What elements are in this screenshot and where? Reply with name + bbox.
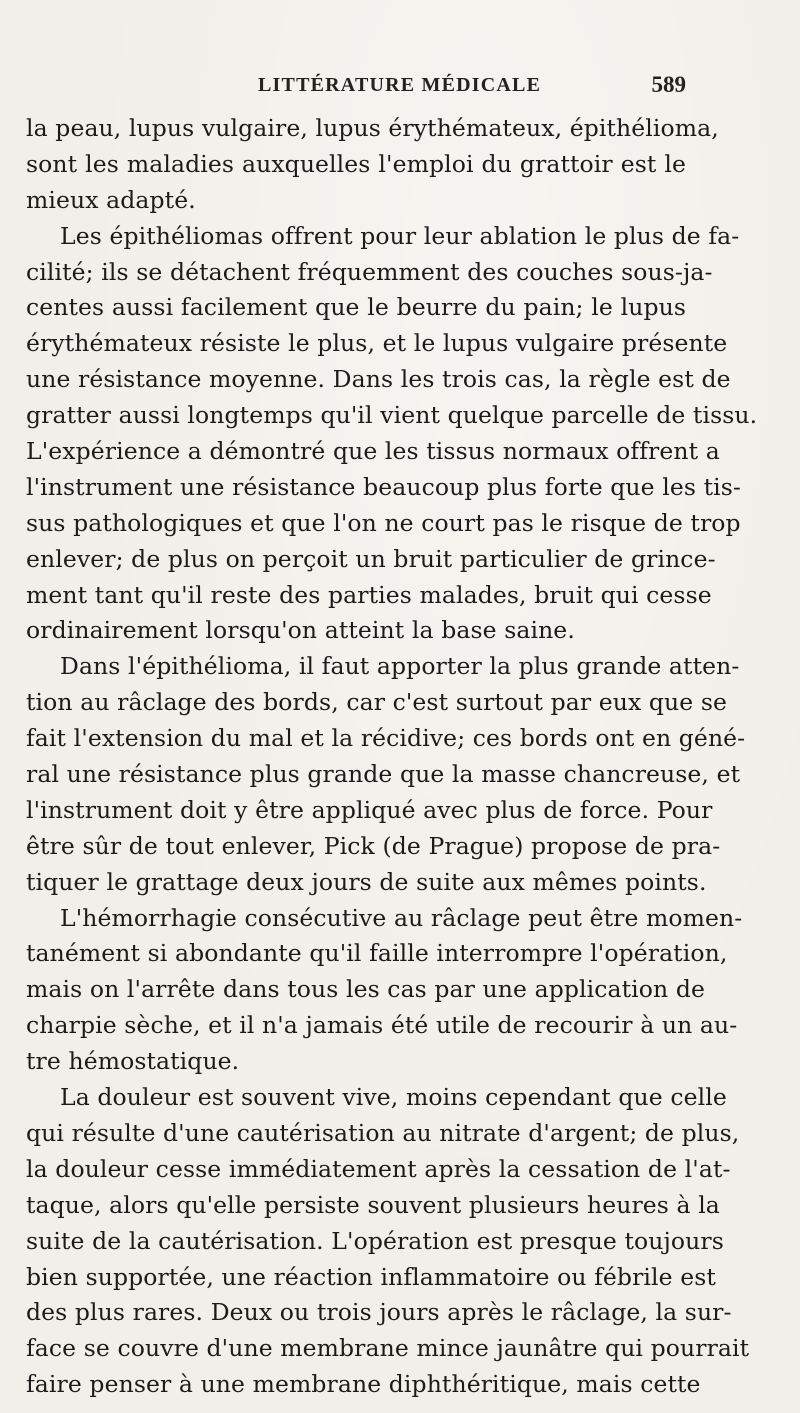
paragraph-start-line: Dans l'épithélioma, il faut apporter la plus grande atten- bbox=[60, 652, 740, 681]
text-line: l'instrument doit y être appliqué avec plus de force. Pour bbox=[26, 795, 713, 824]
paragraph-start-line: Les épithéliomas offrent pour leur ablation le plus de fa- bbox=[60, 221, 740, 250]
paragraph-start-line: L'hémorrhagie consécutive au râclage peut être momen- bbox=[60, 903, 743, 932]
text-line: charpie sèche, et il n'a jamais été utile de recourir à un au- bbox=[26, 1011, 738, 1040]
text-line: être sûr de tout enlever, Pick (de Prague) propose de pra- bbox=[26, 831, 721, 860]
text-line: centes aussi facilement que le beurre du pain; le lupus bbox=[26, 293, 686, 322]
text-line: ordinairement lorsqu'on atteint la base saine. bbox=[26, 616, 575, 645]
text-line: gratter aussi longtemps qu'il vient quelque parcelle de tissu. bbox=[26, 401, 758, 430]
text-line: ment tant qu'il reste des parties malades, bruit qui cesse bbox=[26, 580, 712, 609]
text-line: tiquer le grattage deux jours de suite aux mêmes points. bbox=[26, 867, 707, 896]
text-line: ral une résistance plus grande que la masse chancreuse, et bbox=[26, 760, 741, 789]
text-line: tre hémostatique. bbox=[26, 1047, 240, 1076]
text-line: mais on l'arrête dans tous les cas par une application de bbox=[26, 975, 705, 1004]
text-line: face se couvre d'une membrane mince jaunâtre qui pourrait bbox=[26, 1334, 750, 1363]
text-line: la douleur cesse immédiatement après la cessation de l'at- bbox=[26, 1154, 731, 1183]
text-line: L'expérience a démontré que les tissus normaux offrent a bbox=[26, 437, 720, 466]
page-number: 589 bbox=[651, 72, 686, 97]
text-line: bien supportée, une réaction inflammatoire ou fébrile est bbox=[26, 1262, 716, 1291]
body-text bbox=[26, 111, 758, 1403]
text-line: sus pathologiques et que l'on ne court pas le risque de trop bbox=[26, 508, 741, 537]
paragraph-start-line: La douleur est souvent vive, moins cependant que celle bbox=[60, 1083, 727, 1112]
text-line: cilité; ils se détachent fréquemment des couches sous-ja- bbox=[26, 257, 713, 286]
text-line: enlever; de plus on perçoit un bruit particulier de grince- bbox=[26, 544, 716, 573]
text-line: tion au râclage des bords, car c'est surtout par eux que se bbox=[26, 688, 728, 717]
text-line: taque, alors qu'elle persiste souvent plusieurs heures à la bbox=[26, 1190, 720, 1219]
text-line: sont les maladies auxquelles l'emploi du grattoir est le bbox=[26, 149, 686, 178]
text-line: suite de la cautérisation. L'opération est presque toujours bbox=[26, 1226, 724, 1255]
text-line: des plus rares. Deux ou trois jours après le râclage, la sur- bbox=[26, 1298, 732, 1327]
running-title: LITTÉRATURE MÉDICALE bbox=[258, 74, 542, 96]
page-header bbox=[26, 72, 686, 108]
text-line: mieux adapté. bbox=[26, 185, 196, 214]
text-line: fait l'extension du mal et la récidive; ces bords ont en géné- bbox=[26, 724, 746, 753]
text-line: une résistance moyenne. Dans les trois cas, la règle est de bbox=[26, 365, 731, 394]
text-line: tanément si abondante qu'il faille interrompre l'opération, bbox=[26, 939, 728, 968]
text-line: érythémateux résiste le plus, et le lupus vulgaire présente bbox=[26, 329, 728, 358]
text-line: faire penser à une membrane diphthéritique, mais cette bbox=[26, 1370, 701, 1399]
text-line: l'instrument une résistance beaucoup plus forte que les tis- bbox=[26, 472, 741, 501]
text-line: la peau, lupus vulgaire, lupus érythémateux, épithélioma, bbox=[26, 114, 719, 142]
text-line: qui résulte d'une cautérisation au nitrate d'argent; de plus, bbox=[26, 1118, 740, 1147]
